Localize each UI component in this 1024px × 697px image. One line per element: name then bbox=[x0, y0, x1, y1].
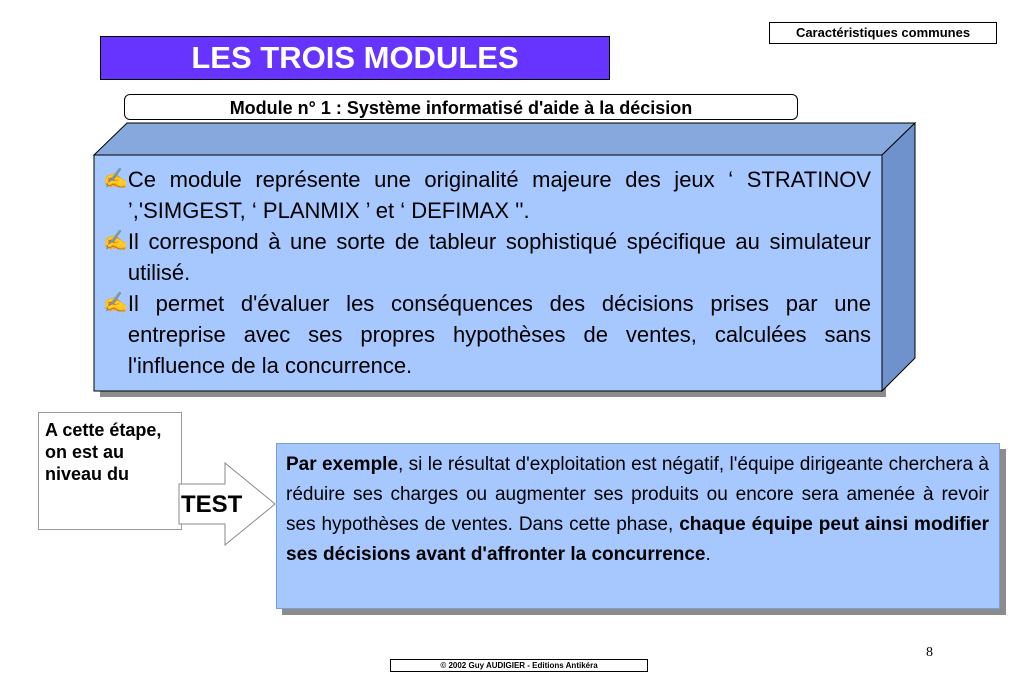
writing-hand-icon: ✍ bbox=[103, 230, 128, 252]
bullet-text: Ce module représente une originalité majeure des jeux ‘ STRATINOV ’,'SIMGEST, ‘ PLANMIX ’ et ‘ DEFIMAX ''. bbox=[127, 167, 871, 223]
example-lead: Par exemple bbox=[286, 454, 399, 475]
bullet-item bbox=[103, 288, 871, 381]
box-side-face bbox=[882, 123, 915, 391]
module-description bbox=[103, 164, 871, 381]
module-label: Module n° 1 : Système informatisé d'aide à la décision bbox=[124, 94, 798, 120]
bullet-text: Il correspond à une sorte de tableur sophistiqué spécifique au simulateur utilisé. bbox=[127, 229, 871, 285]
stage-note-text: A cette étape, on est au niveau du bbox=[45, 420, 162, 484]
example-end: . bbox=[705, 544, 711, 565]
example-box bbox=[276, 443, 1000, 609]
box-top-face bbox=[94, 123, 915, 155]
copyright-footer: © 2002 Guy AUDIGIER - Editions Antikéra bbox=[390, 659, 648, 672]
bullet-text: Il permet d'évaluer les conséquences des décisions prises par une entreprise avec ses propres hypothèses de ventes, calculées sans l'influence de la concurrence. bbox=[127, 291, 871, 378]
example-text bbox=[286, 450, 989, 570]
page-title: LES TROIS MODULES bbox=[100, 36, 610, 80]
bullet-item bbox=[103, 226, 871, 288]
example-emphasis: chaque équipe peut ainsi modifier ses décisions avant d'affronter la concurrence bbox=[286, 514, 989, 565]
writing-hand-icon: ✍ bbox=[103, 168, 128, 190]
example-body: , si le résultat d'exploitation est négatif, l'équipe dirigeante cherchera à réduire ses charges ou augmenter ses produits ou encore sera amenée à revoir ses hypothèses de ventes. Dans cette phase, bbox=[286, 454, 989, 535]
bullet-item bbox=[103, 164, 871, 226]
section-tag: Caractéristiques communes bbox=[769, 22, 997, 44]
stage-note bbox=[38, 412, 182, 530]
writing-hand-icon: ✍ bbox=[103, 292, 128, 314]
page-number: 8 bbox=[926, 645, 933, 660]
test-label: TEST bbox=[181, 491, 243, 518]
